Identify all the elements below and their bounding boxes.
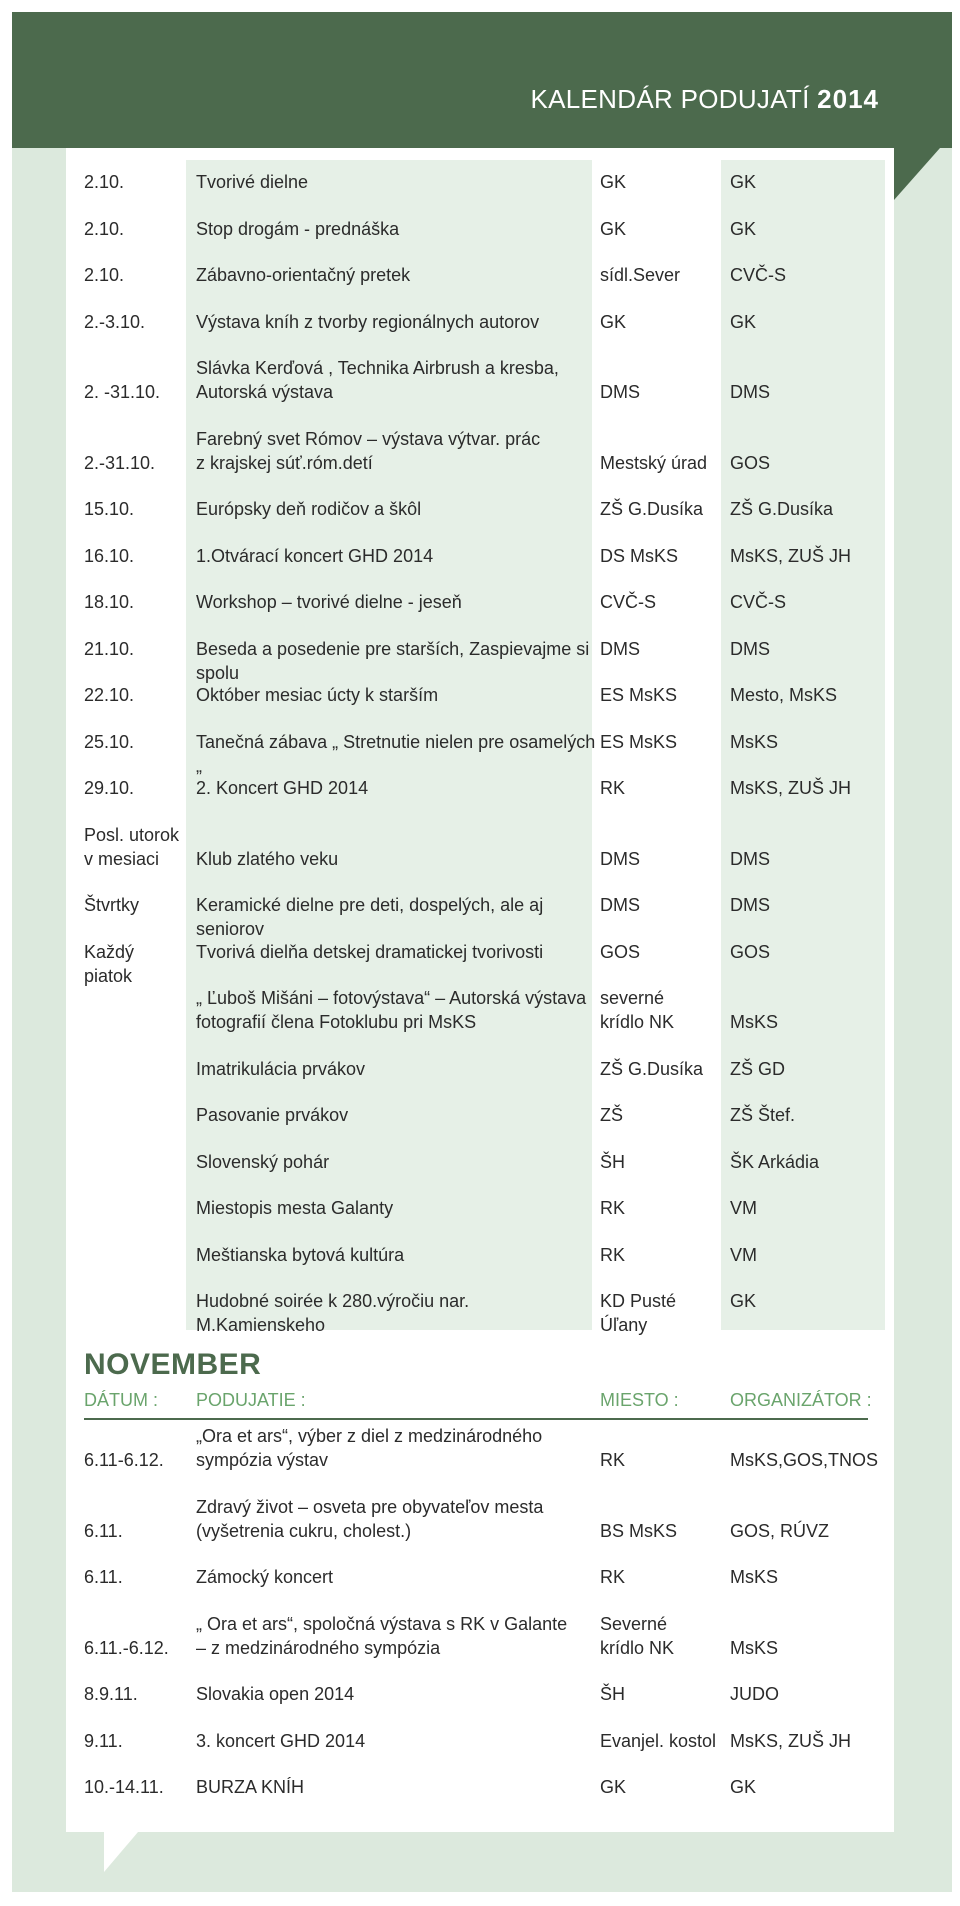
cell-organizer: DMS: [730, 848, 770, 869]
month-heading-november: NOVEMBER: [84, 1348, 262, 1381]
header-place: MIESTO :: [600, 1390, 679, 1410]
cell-date: Štvrtky: [84, 895, 140, 915]
header-organizer: ORGANIZÁTOR :: [730, 1390, 872, 1410]
cell-organizer: GOS: [730, 941, 771, 962]
cell-organizer: ŠK Arkádia: [730, 1151, 820, 1172]
cell-place: GK: [600, 311, 627, 332]
header-date: DÁTUM :: [84, 1390, 158, 1410]
cell-place: GK: [600, 172, 627, 192]
cell-organizer: GK: [730, 1291, 757, 1311]
cell-place: ŠH: [600, 1151, 626, 1172]
cell-place: sídl.Sever: [600, 265, 681, 285]
cell-place: ES MsKS: [600, 731, 678, 752]
cell-date: 6.11-6.12.: [84, 1450, 164, 1470]
cell-date: 9.11.: [84, 1730, 123, 1751]
cell-place: severné krídlo NK: [600, 988, 675, 1032]
cell-event: „ Ora et ars“, spoločná výstava s RK v Galante – z medzinárodného sympózia: [196, 1613, 568, 1658]
cell-place: RK: [600, 778, 626, 798]
cell-date: 25.10.: [84, 731, 135, 752]
cell-place: DMS: [600, 638, 640, 659]
cell-date: 2.-3.10.: [84, 311, 146, 332]
cell-place: DMS: [600, 895, 640, 915]
cell-organizer: GK: [730, 311, 757, 332]
cell-organizer: Mesto, MsKS: [730, 685, 838, 705]
cell-place: GK: [600, 1777, 627, 1797]
cell-event: BURZA KNÍH: [196, 1777, 305, 1797]
cell-organizer: GK: [730, 218, 757, 239]
cell-date: 8.9.11.: [84, 1684, 138, 1704]
cell-date: 2.10.: [84, 172, 125, 192]
cell-event: 2. Koncert GHD 2014: [196, 778, 369, 798]
cell-place: Mestský úrad: [600, 452, 708, 473]
cell-event: Stop drogám - prednáška: [196, 218, 400, 239]
cell-event: Zábavno-orientačný pretek: [196, 265, 411, 285]
header-bar: [12, 12, 952, 148]
cell-organizer: JUDO: [730, 1684, 779, 1704]
cell-event: „Ora et ars“, výber z diel z medzinárodného sympózia výstav: [196, 1426, 543, 1470]
cell-date: 6.11.: [84, 1567, 123, 1587]
cell-organizer: DMS: [730, 382, 770, 402]
cell-event: „ Ľuboš Mišáni – fotovýstava“ – Autorská výstava fotografií člena Fotoklubu pri MsKS: [196, 988, 587, 1032]
cell-event: Október mesiac úcty k starším: [196, 685, 439, 705]
cell-organizer: ZŠ Štef.: [730, 1105, 796, 1125]
cell-place: ŠH: [600, 1684, 626, 1704]
cell-organizer: MsKS, ZUŠ JH: [730, 778, 852, 798]
cell-event: Workshop – tvorivé dielne - jeseň: [196, 592, 462, 612]
cell-date: 2. -31.10.: [84, 382, 161, 402]
cell-place: Severné krídlo NK: [600, 1613, 675, 1658]
cell-organizer: MsKS: [730, 731, 779, 752]
cell-event: Slávka Kerďová , Technika Airbrush a kresba, Autorská výstava: [196, 358, 559, 402]
cell-organizer: VM: [730, 1244, 757, 1265]
cell-organizer: GOS: [730, 452, 771, 473]
cell-organizer: MsKS: [730, 1567, 779, 1587]
cell-event: 1.Otvárací koncert GHD 2014: [196, 545, 434, 566]
cell-event: Pasovanie prvákov: [196, 1105, 349, 1125]
cell-event: Meštianska bytová kultúra: [196, 1244, 405, 1265]
cell-place: GK: [600, 218, 627, 239]
cell-event: Výstava kníh z tvorby regionálnych autorov: [196, 311, 540, 332]
cell-date: Posl. utorok v mesiaci: [84, 824, 180, 869]
cell-event: Tanečná zábava „ Stretnutie nielen pre osamelých „: [196, 731, 596, 776]
cell-organizer: MsKS, ZUŠ JH: [730, 545, 852, 566]
cell-organizer: GK: [730, 172, 757, 192]
cell-place: RK: [600, 1244, 626, 1265]
cell-place: BS MsKS: [600, 1520, 678, 1541]
cell-date: 21.10.: [84, 638, 135, 659]
cell-organizer: GK: [730, 1777, 757, 1797]
cell-place: GOS: [600, 941, 641, 962]
cell-event: Miestopis mesta Galanty: [196, 1198, 394, 1218]
cell-organizer: ZŠ G.Dusíka: [730, 499, 834, 519]
cell-place: ZŠ G.Dusíka: [600, 499, 704, 519]
cell-organizer: VM: [730, 1198, 757, 1218]
cell-place: DMS: [600, 848, 640, 869]
cell-event: Hudobné soirée k 280.výročiu nar. M.Kamienskeho: [196, 1291, 470, 1335]
cell-organizer: MsKS,GOS,TNOS: [730, 1450, 879, 1470]
cell-date: 2.-31.10.: [84, 452, 156, 473]
cell-date: 16.10.: [84, 545, 135, 566]
cell-date: 2.10.: [84, 265, 125, 285]
cell-event: Farebný svet Rómov – výstava výtvar. prác z krajskej súť.róm.detí: [196, 428, 541, 473]
header-event: PODUJATIE :: [196, 1390, 306, 1410]
corner-fold-top: [894, 148, 940, 200]
cell-organizer: ZŠ GD: [730, 1058, 786, 1079]
cell-date: Každý piatok: [84, 941, 135, 986]
cell-event: Keramické dielne pre deti, dospelých, ale aj seniorov: [196, 895, 544, 939]
cell-event: Slovenský pohár: [196, 1151, 330, 1172]
cell-date: 18.10.: [84, 592, 135, 612]
cell-date: 15.10.: [84, 499, 135, 519]
cell-place: KD Pusté Úľany: [600, 1291, 677, 1335]
cell-organizer: CVČ-S: [730, 265, 787, 285]
cell-event: Klub zlatého veku: [196, 848, 339, 869]
cell-organizer: GOS, RÚVZ: [730, 1520, 830, 1541]
cell-event: Beseda a posedenie pre starších, Zaspievajme si spolu: [196, 638, 590, 683]
cell-organizer: DMS: [730, 895, 770, 915]
cell-date: 6.11.-6.12.: [84, 1637, 169, 1658]
cell-place: ES MsKS: [600, 685, 678, 705]
cell-event: 3. koncert GHD 2014: [196, 1730, 366, 1751]
cell-place: CVČ-S: [600, 592, 657, 612]
corner-fold-bottom: [104, 1832, 138, 1872]
cell-event: Slovakia open 2014: [196, 1684, 355, 1704]
cell-event: Imatrikulácia prvákov: [196, 1058, 366, 1079]
cell-date: 22.10.: [84, 685, 135, 705]
cell-date: 6.11.: [84, 1520, 123, 1541]
cell-event: Tvorivá dielňa detskej dramatickej tvorivosti: [196, 941, 544, 962]
cell-place: ZŠ: [600, 1105, 624, 1125]
cell-place: Evanjel. kostol: [600, 1730, 717, 1751]
cell-place: DMS: [600, 382, 640, 402]
cell-event: Tvorivé dielne: [196, 172, 309, 192]
cell-organizer: DMS: [730, 638, 770, 659]
header-divider: [84, 1418, 868, 1420]
cell-event: Európsky deň rodičov a škôl: [196, 499, 422, 519]
cell-date: 29.10.: [84, 778, 135, 798]
cell-organizer: CVČ-S: [730, 592, 787, 612]
cell-place: RK: [600, 1198, 626, 1218]
title-text: KALENDÁR PODUJATÍ: [530, 84, 810, 114]
page-title: [531, 84, 880, 115]
cell-event: Zdravý život – osveta pre obyvateľov mesta (vyšetrenia cukru, cholest.): [196, 1496, 544, 1541]
cell-organizer: MsKS: [730, 1012, 779, 1032]
title-year: 2014: [817, 84, 879, 114]
cell-date: 2.10.: [84, 218, 125, 239]
cell-place: RK: [600, 1450, 626, 1470]
cell-event: Zámocký koncert: [196, 1567, 334, 1587]
cell-date: 10.-14.11.: [84, 1777, 164, 1797]
cell-place: DS MsKS: [600, 545, 679, 566]
cell-organizer: MsKS: [730, 1637, 779, 1658]
cell-place: RK: [600, 1567, 626, 1587]
cell-organizer: MsKS, ZUŠ JH: [730, 1730, 852, 1751]
cell-place: ZŠ G.Dusíka: [600, 1058, 704, 1079]
